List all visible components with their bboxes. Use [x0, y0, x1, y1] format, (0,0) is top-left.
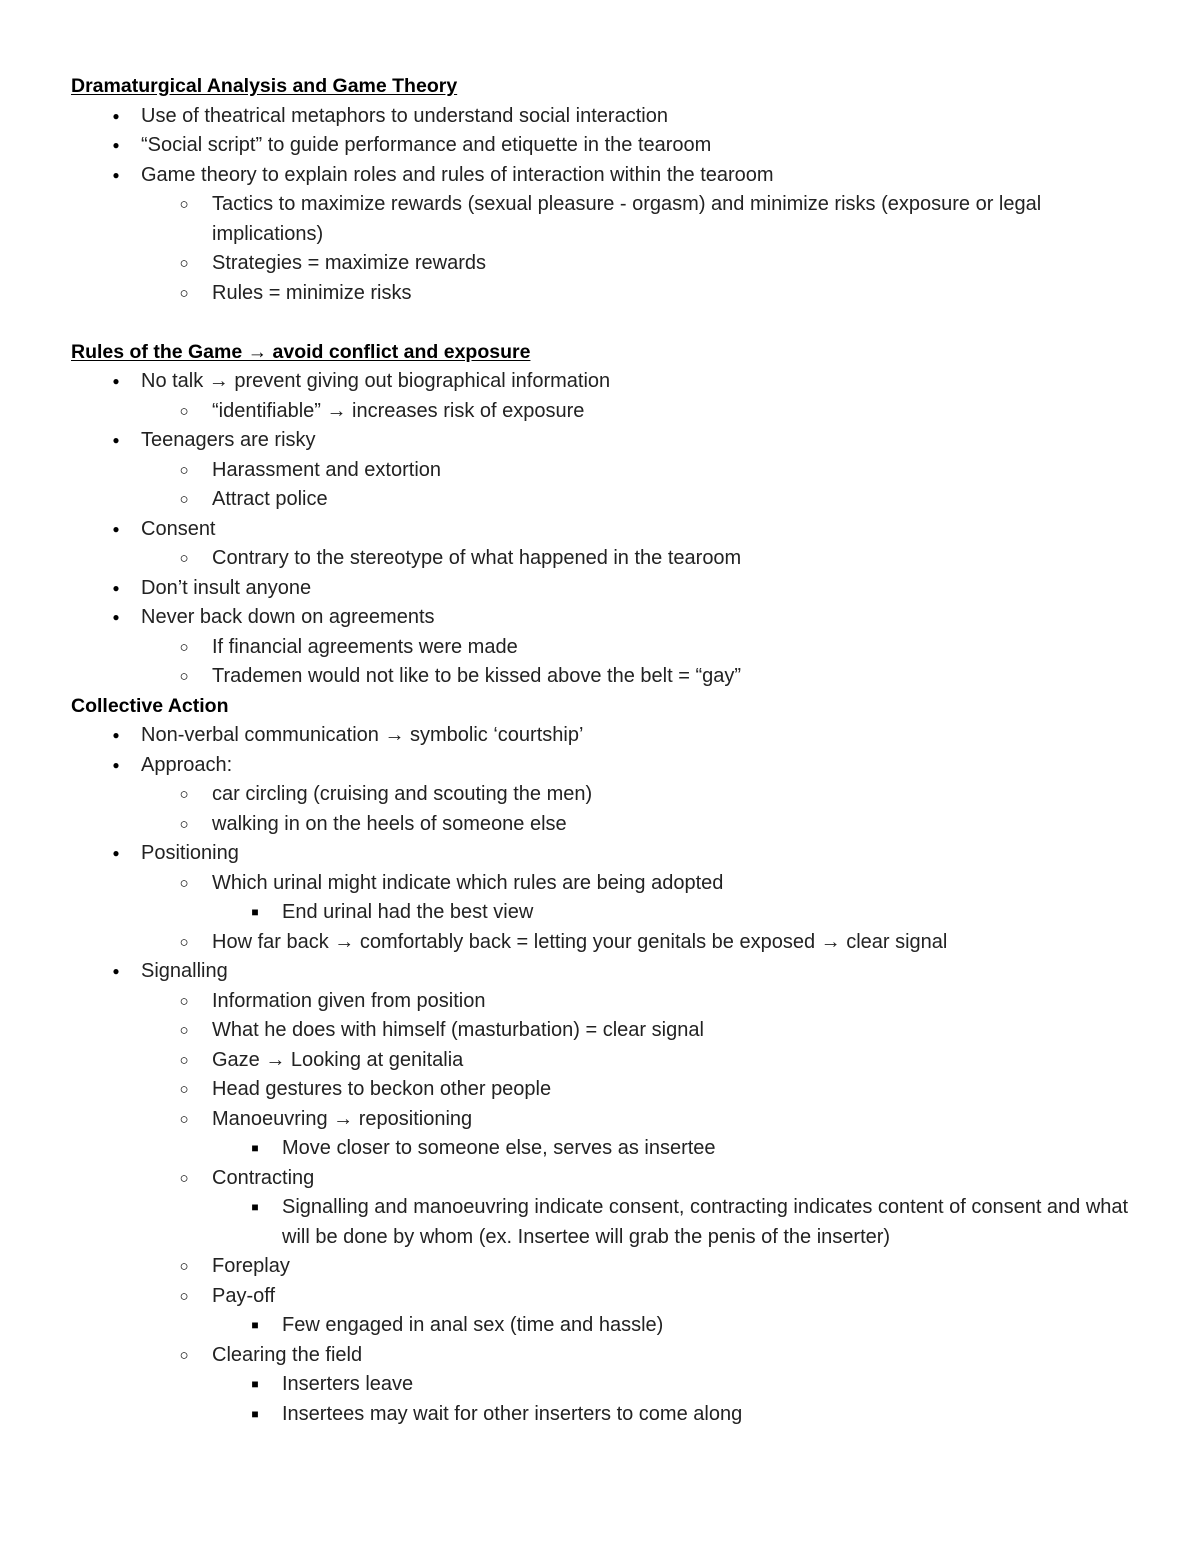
- list-item-text: Insertees may wait for other inserters to come along: [282, 1402, 743, 1425]
- list-item-level-3: [71, 1134, 1131, 1164]
- list-item-level-2: [71, 1016, 1131, 1046]
- hollow-circle-bullet-icon: ○: [179, 1346, 189, 1364]
- list-item-level-1: [71, 131, 1131, 161]
- list-item-level-2: [71, 1341, 1131, 1371]
- list-item-level-1: [71, 102, 1131, 132]
- hollow-circle-bullet-icon: ○: [179, 461, 189, 479]
- square-bullet-icon: ■: [251, 1318, 259, 1332]
- hollow-circle-bullet-icon: ○: [179, 1022, 189, 1039]
- list-item-text: Gaze → Looking at genitalia: [212, 1048, 464, 1071]
- list-item-level-2: [71, 456, 1131, 486]
- hollow-circle-bullet-icon: ○: [179, 491, 189, 508]
- list-item-text: Manoeuvring → repositioning: [212, 1107, 473, 1130]
- filled-circle-bullet-icon: ●: [112, 433, 120, 447]
- list-item-text: Inserters leave: [282, 1373, 414, 1395]
- list-item-text: Don’t insult anyone: [141, 576, 312, 599]
- hollow-circle-bullet-icon: ○: [179, 402, 189, 420]
- hollow-circle-bullet-icon: ○: [179, 196, 189, 213]
- hollow-circle-bullet-icon: ○: [179, 992, 189, 1010]
- section-heading: Collective Action: [71, 694, 229, 717]
- list-item-level-1: [71, 839, 1131, 869]
- list-item-level-2: [71, 987, 1131, 1017]
- list-item-level-2: [71, 1282, 1131, 1312]
- list-item-text: Signalling and manoeuvring indicate consent, contracting indicates content of consent and what will be done by whom (ex. Insertee will grab the penis of the inserter): [282, 1196, 1129, 1248]
- list-item-text: “Social script” to guide performance and etiquette in the tearoom: [141, 134, 712, 156]
- filled-circle-bullet-icon: ●: [112, 521, 120, 536]
- list-item-text: “identifiable” → increases risk of exposure: [212, 399, 585, 422]
- list-item-level-2: [71, 1046, 1131, 1076]
- filled-circle-bullet-icon: ●: [112, 964, 120, 978]
- list-item-level-1: [71, 161, 1131, 191]
- list-item-level-3: [71, 1370, 1131, 1400]
- list-item-text: Game theory to explain roles and rules of interaction within the tearoom: [141, 163, 774, 186]
- list-item-level-1: [71, 426, 1131, 456]
- notes-content: [71, 72, 1131, 1429]
- hollow-circle-bullet-icon: ○: [179, 1258, 189, 1275]
- list-item-level-2: [71, 397, 1131, 427]
- list-item-text: No talk → prevent giving out biographical information: [141, 370, 611, 392]
- hollow-circle-bullet-icon: ○: [179, 1081, 189, 1098]
- list-item-level-2: [71, 780, 1131, 810]
- list-item-level-3: [71, 1400, 1131, 1430]
- hollow-circle-bullet-icon: ○: [179, 815, 189, 833]
- square-bullet-icon: ■: [251, 905, 259, 919]
- section-heading: Dramaturgical Analysis and Game Theory: [71, 75, 458, 97]
- list-item-text: Tactics to maximize rewards (sexual pleasure - orgasm) and minimize risks (exposure or legal implications): [212, 193, 1042, 245]
- list-item-text: Foreplay: [212, 1255, 290, 1277]
- list-item-text: What he does with himself (masturbation) = clear signal: [212, 1019, 704, 1041]
- square-bullet-icon: ■: [251, 1141, 259, 1155]
- filled-circle-bullet-icon: ●: [112, 374, 120, 388]
- list-item-level-1: [71, 957, 1131, 987]
- section-heading: Rules of the Game → avoid conflict and exposure: [71, 340, 531, 363]
- list-item-text: Teenagers are risky: [141, 429, 316, 451]
- list-item-text: Positioning: [141, 842, 239, 864]
- list-item-text: Trademen would not like to be kissed above the belt = “gay”: [212, 665, 742, 687]
- list-item-text: Which urinal might indicate which rules are being adopted: [212, 871, 724, 894]
- list-item-text: Never back down on agreements: [141, 606, 435, 628]
- list-item-text: Few engaged in anal sex (time and hassle): [282, 1314, 664, 1336]
- filled-circle-bullet-icon: ●: [112, 846, 120, 860]
- hollow-circle-bullet-icon: ○: [179, 933, 189, 951]
- list-item-level-3: [71, 1311, 1131, 1341]
- list-item-level-2: [71, 485, 1131, 515]
- list-item-text: Information given from position: [212, 989, 486, 1012]
- list-item-text: Rules = minimize risks: [212, 281, 412, 304]
- list-item-level-2: [71, 633, 1131, 663]
- filled-circle-bullet-icon: ●: [112, 108, 120, 123]
- blank-line: [71, 308, 1131, 338]
- list-item-level-1: [71, 603, 1131, 633]
- list-item-text: Use of theatrical metaphors to understand social interaction: [141, 104, 668, 127]
- list-item-text: Signalling: [141, 960, 228, 982]
- hollow-circle-bullet-icon: ○: [179, 668, 189, 685]
- list-item-text: Harassment and extortion: [212, 458, 442, 481]
- list-item-text: Strategies = maximize rewards: [212, 252, 486, 274]
- filled-circle-bullet-icon: ●: [112, 757, 120, 772]
- list-item-level-2: [71, 662, 1131, 692]
- square-bullet-icon: ■: [251, 1200, 259, 1214]
- list-item-text: If financial agreements were made: [212, 635, 518, 658]
- list-item-text: Contrary to the stereotype of what happened in the tearoom: [212, 547, 742, 569]
- hollow-circle-bullet-icon: ○: [179, 284, 189, 302]
- list-item-level-2: [71, 279, 1131, 309]
- list-item-level-1: [71, 751, 1131, 781]
- list-item-text: car circling (cruising and scouting the men): [212, 783, 593, 805]
- list-item-text: Clearing the field: [212, 1343, 363, 1366]
- hollow-circle-bullet-icon: ○: [179, 550, 189, 567]
- filled-circle-bullet-icon: ●: [112, 580, 120, 595]
- list-item-level-2: [71, 1105, 1131, 1135]
- list-item-text: Non-verbal communication → symbolic ‘courtship’: [141, 724, 584, 746]
- hollow-circle-bullet-icon: ○: [179, 786, 189, 803]
- hollow-circle-bullet-icon: ○: [179, 638, 189, 656]
- list-item-level-3: [71, 898, 1131, 928]
- hollow-circle-bullet-icon: ○: [179, 1110, 189, 1128]
- list-item-level-2: [71, 190, 1131, 249]
- filled-circle-bullet-icon: ●: [112, 728, 120, 742]
- list-item-level-2: [71, 810, 1131, 840]
- list-item-text: Contracting: [212, 1166, 315, 1189]
- list-item-level-1: [71, 367, 1131, 397]
- list-item-level-2: [71, 869, 1131, 899]
- hollow-circle-bullet-icon: ○: [179, 1051, 189, 1069]
- list-item-level-2: [71, 1075, 1131, 1105]
- list-item-text: How far back → comfortably back = letting your genitals be exposed → clear signal: [212, 930, 948, 953]
- list-item-level-2: [71, 249, 1131, 279]
- hollow-circle-bullet-icon: ○: [179, 255, 189, 272]
- list-item-text: Move closer to someone else, serves as insertee: [282, 1137, 716, 1159]
- filled-circle-bullet-icon: ●: [112, 610, 120, 624]
- list-item-level-2: [71, 544, 1131, 574]
- list-item-level-2: [71, 1252, 1131, 1282]
- square-bullet-icon: ■: [251, 1406, 259, 1421]
- hollow-circle-bullet-icon: ○: [179, 1287, 189, 1305]
- list-item-text: Consent: [141, 517, 216, 540]
- hollow-circle-bullet-icon: ○: [179, 874, 189, 892]
- list-item-level-2: [71, 1164, 1131, 1194]
- hollow-circle-bullet-icon: ○: [179, 1169, 189, 1187]
- list-item-level-1: [71, 721, 1131, 751]
- list-item-level-3: [71, 1193, 1131, 1252]
- list-item-level-1: [71, 574, 1131, 604]
- list-item-text: walking in on the heels of someone else: [212, 812, 567, 835]
- filled-circle-bullet-icon: ●: [112, 138, 120, 152]
- list-item-level-2: [71, 928, 1131, 958]
- list-item-text: Pay-off: [212, 1284, 275, 1307]
- filled-circle-bullet-icon: ●: [112, 167, 120, 182]
- square-bullet-icon: ■: [251, 1377, 259, 1391]
- list-item-text: Approach:: [141, 753, 233, 776]
- list-item-text: Head gestures to beckon other people: [212, 1078, 552, 1100]
- list-item-text: End urinal had the best view: [282, 901, 534, 923]
- list-item-level-1: [71, 515, 1131, 545]
- list-item-text: Attract police: [212, 488, 328, 510]
